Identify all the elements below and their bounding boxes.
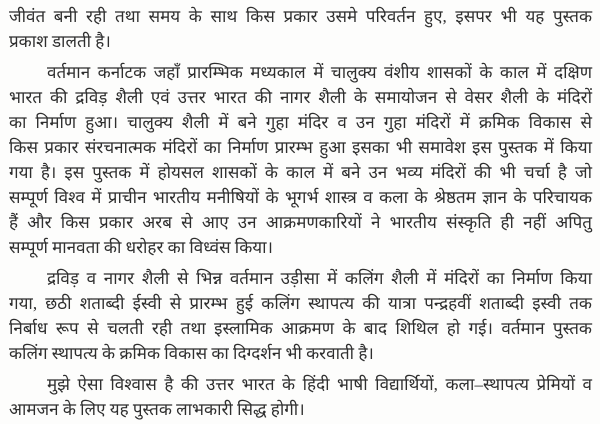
paragraph (9, 4, 592, 54)
paragraph (9, 60, 592, 260)
text-line: द्रविड़ व नागर शैली से भिन्न वर्तमान उड़ीसा में कलिंग शैली में मंदिरों का निर्माण किया (47, 269, 592, 288)
text-line: किस प्रकार संरचनात्मक मंदिरों का निर्माण प्रारम्भ हुआ इसका भी समावेश इस पुस्तक में किया (9, 138, 592, 157)
text-line: कलिंग स्थापत्य के क्रमिक विकास का दिग्दर्शन भी करवाती है। (9, 344, 374, 363)
text-line: हैं और किस प्रकार अरब से आए उन आक्रमणकारियों ने भारतीय संस्कृति ही नहीं अपितु (9, 213, 592, 232)
text-line: सम्पूर्ण मानवता की धरोहर का विध्वंस किया। (9, 238, 273, 257)
paragraph (9, 266, 592, 366)
text-line: आमजन के लिए यह पुस्तक लाभकारी सिद्ध होगी। (9, 400, 305, 419)
text-line: वर्तमान कर्नाटक जहाँ प्रारम्भिक मध्यकाल में चालुक्य वंशीय शासकों के काल में दक्षिण (47, 63, 592, 82)
text-line: सम्पूर्ण विश्व में प्राचीन भारतीय मनीषियों के भूगर्भ शास्त्र व कला के श्रेष्ठतम ज्ञान के परिचायक (9, 188, 592, 207)
text-line: गया है। इस पुस्तक में होयसल शासकों के काल में बने उन भव्य मंदिरों की भी चर्चा है जो (9, 163, 592, 182)
text-line: गया, छठी शताब्दी ईस्वी से प्रारम्भ हुई कलिंग स्थापत्य की यात्रा पन्द्रहवीं शताब्दी इस्वी तक (9, 294, 592, 313)
text-line: प्रकाश डालती है। (9, 32, 111, 51)
text-line: निर्बाध रूप से चलती रही तथा इस्लामिक आक्रमण के बाद शिथिल हो गई। वर्तमान पुस्तक (9, 319, 592, 338)
text-line: भारत की द्रविड़ शैली एवं उत्तर भारत की नागर शैली के समायोजन से वेसर शैली के मंदिरों (9, 88, 592, 107)
text-line: का निर्माण हुआ। चालुक्य शैली में बने गुहा मंदिर व उन गुहा मंदिरों में क्रमिक विकास से (9, 113, 592, 132)
text-line: जीवंत बनी रही तथा समय के साथ किस प्रकार उसमे परिवर्तन हुए, इसपर भी यह पुस्तक (9, 7, 592, 26)
text-line: मुझे ऐसा विश्वास है की उत्तर भारत के हिंदी भाषी विद्यार्थियों, कला–स्थापत्य प्रेमियों व (47, 375, 592, 394)
paragraph (9, 372, 592, 422)
